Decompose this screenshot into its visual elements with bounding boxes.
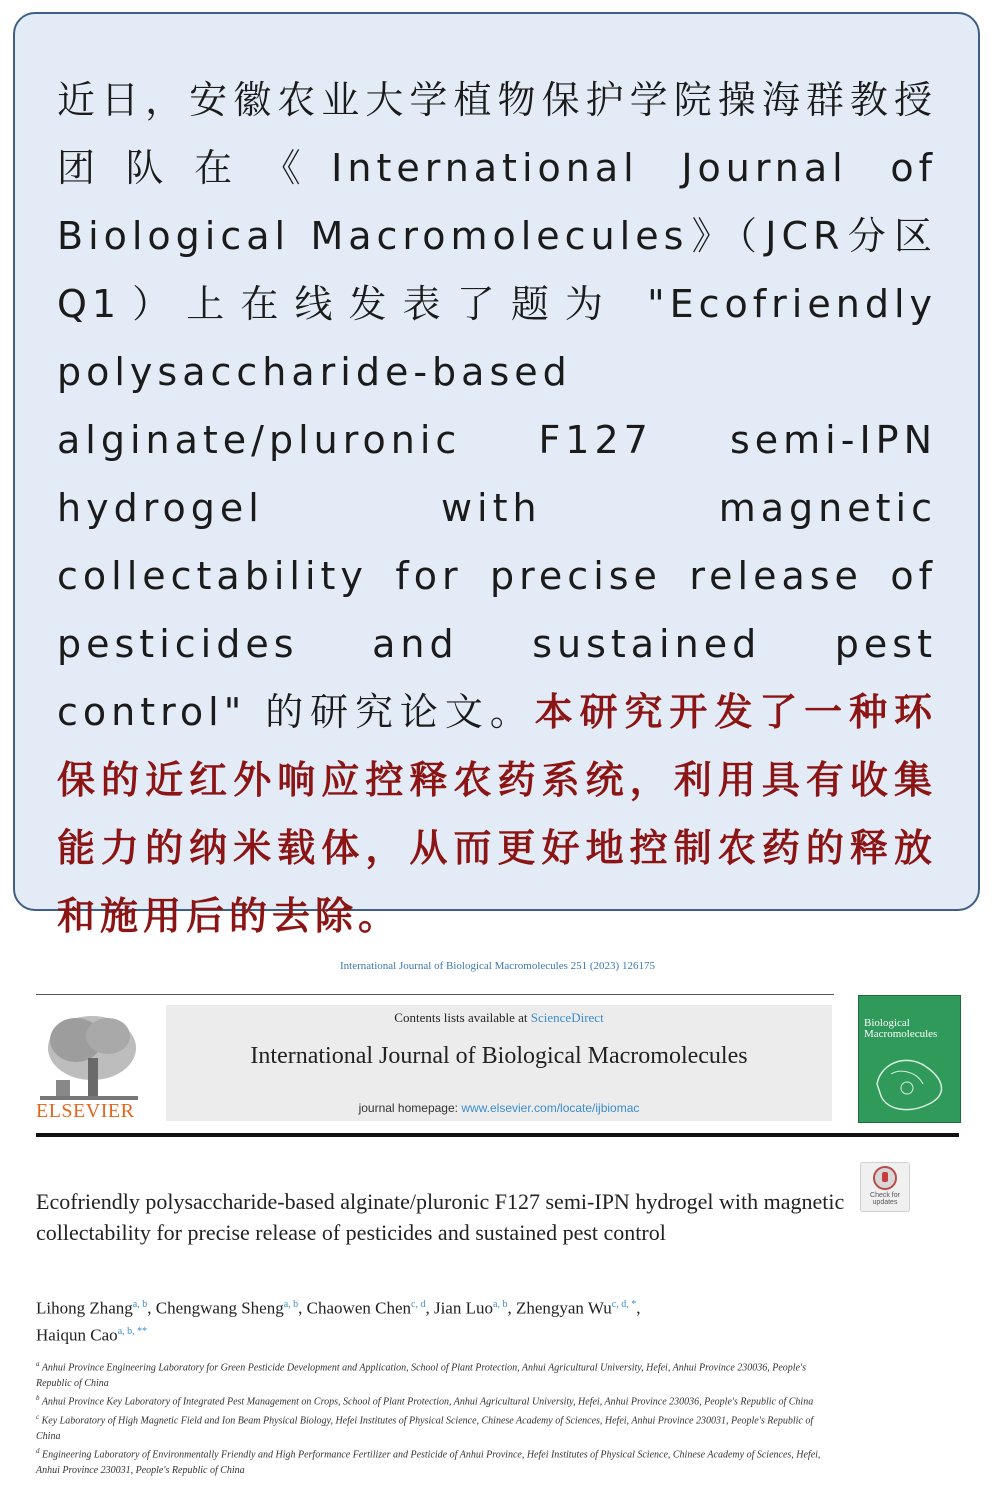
news-body-text: 近日，安徽农业大学植物保护学院操海群教授团队在《International Journal of Biological Macromolecules》（JCR分区Q1）上在线发表了题为 "Ecofriendly polysaccharide-based alginate/pluronic F127 semi-IPN hydrogel with magnetic collectability for precise release of pesticides and sustained pest control" 的研究论文。 [57, 78, 937, 734]
affiliation-item [36, 1410, 836, 1444]
affiliation-mark: a [36, 1360, 40, 1368]
author-affiliation-marks[interactable]: a, b [132, 1299, 148, 1310]
author-separator: , [147, 1298, 156, 1318]
paper-title: Ecofriendly polysaccharide-based alginate/pluronic F127 semi-IPN hydrogel with magnetic collectability for precise release of pesticides and sustained pest control [36, 1189, 845, 1245]
affiliation-item [36, 1444, 836, 1478]
affiliations [36, 1357, 836, 1479]
author-separator: , [425, 1298, 434, 1318]
contents-line [166, 1010, 832, 1026]
author-separator: , [298, 1298, 307, 1318]
journal-cover-thumbnail [858, 995, 961, 1123]
check-updates-label [861, 1192, 909, 1206]
check-updates-line1: Check for [870, 1192, 900, 1199]
author-name[interactable]: Jian Luo [433, 1298, 493, 1318]
author-affiliation-marks[interactable]: a, b [283, 1299, 299, 1310]
homepage-link[interactable]: www.elsevier.com/locate/ijbiomac [461, 1101, 640, 1115]
sciencedirect-link[interactable]: ScienceDirect [530, 1010, 604, 1025]
check-updates-icon [873, 1166, 897, 1190]
elsevier-wordmark: ELSEVIER [36, 1100, 135, 1122]
author-name[interactable]: Chengwang Sheng [155, 1298, 284, 1318]
check-updates-line2: updates [872, 1199, 898, 1206]
affiliation-text: Anhui Province Key Laboratory of Integrated Pest Management on Crops, School of Plant Protection, Anhui Agricultural University, Hefei, Anhui Province 230036, People's Republic of China [39, 1396, 814, 1408]
affiliation-text: Anhui Province Engineering Laboratory for Green Pesticide Development and Application, School of Plant Protection, Anhui Agricultural University, Hefei, Anhui Province 230036, People's Republic of China [36, 1362, 807, 1389]
paper-header-screenshot [0, 940, 995, 1508]
homepage-prefix: journal homepage: [358, 1101, 458, 1115]
author-name[interactable]: Haiqun Cao [36, 1325, 118, 1345]
author-affiliation-marks[interactable]: c, d [411, 1299, 426, 1310]
header-thick-rule [36, 1133, 959, 1137]
affiliation-mark: c [36, 1413, 40, 1422]
affiliation-text: Engineering Laboratory of Environmentally Friendly and High Performance Fertilizer and Pesticide of Anhui Province, Hefei Institutes of Physical Science, Chinese Academy of Sciences, Hefei, Anhui Province 230031, People's Republic of China [36, 1449, 821, 1477]
affiliation-mark: b [36, 1394, 40, 1403]
news-summary-text [57, 66, 937, 950]
journal-title: International Journal of Biological Macromolecules [250, 1043, 748, 1069]
journal-masthead [166, 1005, 832, 1121]
affiliation-mark: d [36, 1447, 40, 1456]
contents-prefix: Contents lists available at [394, 1010, 528, 1025]
author-separator: , [507, 1298, 516, 1318]
cover-title-line2: Macromolecules [864, 1028, 938, 1040]
author-separator: , [636, 1298, 641, 1318]
author-name[interactable]: Chaowen Chen [306, 1298, 412, 1318]
journal-citation: International Journal of Biological Macromolecules 251 (2023) 126175 [340, 960, 655, 972]
affiliation-item [36, 1391, 836, 1410]
news-summary-box [13, 12, 980, 938]
affiliation-item [36, 1357, 836, 1391]
cover-title [864, 1018, 956, 1040]
author-affiliation-marks[interactable]: c, d, * [611, 1299, 637, 1310]
check-for-updates-button[interactable] [860, 1162, 910, 1212]
author-affiliation-marks[interactable]: a, b, ** [117, 1325, 148, 1337]
affiliation-text: Key Laboratory of High Magnetic Field and Ion Beam Physical Biology, Hefei Institutes of Physical Science, Chinese Academy of Sciences, Hefei, Anhui Province 230031, People's Republic of China [36, 1415, 814, 1442]
cover-artwork [867, 1044, 953, 1114]
header-divider [36, 994, 834, 995]
cover-title-line1: Biological [864, 1017, 910, 1029]
author-name[interactable]: Lihong Zhang [36, 1298, 133, 1318]
news-highlight-text: 本研究开发了一种环保的近红外响应控释农药系统，利用具有收集能力的纳米载体，从而更好地控制农药的释放和施用后的去除。 [57, 690, 937, 938]
author-name[interactable]: Zhengyan Wu [515, 1298, 612, 1318]
homepage-line [166, 1101, 832, 1115]
author-list [36, 1293, 836, 1346]
author-affiliation-marks[interactable]: a, b [493, 1299, 508, 1310]
